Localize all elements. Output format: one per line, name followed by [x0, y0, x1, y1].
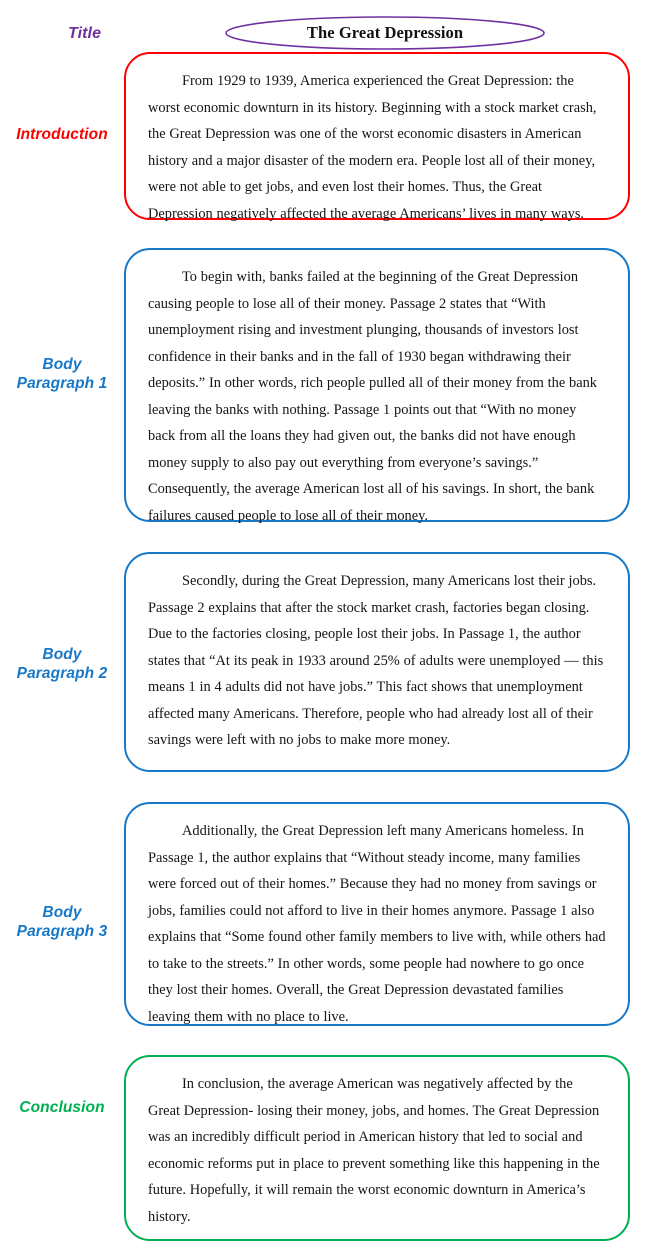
label-body-paragraph-3-line2: Paragraph 3	[16, 923, 108, 940]
label-body-paragraph-3-line1: Body	[42, 904, 82, 921]
section-body-paragraph-3	[124, 802, 630, 1026]
label-body-paragraph-1-line1: Body	[42, 356, 82, 373]
section-body-paragraph-1	[124, 248, 630, 522]
conclusion-text: In conclusion, the average American was negatively affected by the Great Depression- losing their money, jobs, and homes. The Great Depression was an incredibly difficult period in American history that led to social and economic reforms put in place to prevent something like this happening in the future. Hopefully, it will remain the worst economic downturn in America’s history.	[148, 1076, 600, 1225]
body-paragraph-2-text: Secondly, during the Great Depression, many Americans lost their jobs. Passage 2 explains that after the stock market crash, factories began closing. Due to the factories closing, people lost their jobs. In Passage 1, the author states that “At its peak in 1933 around 25% of adults were unemployed — this means 1 in 4 adults did not have jobs.” This fact shows that unemployment affected many Americans. Therefore, people who had already lost all of their savings were left with no jobs to make more money.	[148, 573, 604, 748]
label-body-paragraph-3	[0, 903, 124, 941]
label-conclusion: Conclusion	[19, 1099, 105, 1116]
page-title: The Great Depression	[306, 23, 464, 42]
label-body-paragraph-2-line2: Paragraph 2	[16, 665, 108, 682]
title-callout	[224, 14, 546, 52]
label-body-paragraph-1	[0, 355, 124, 393]
body-paragraph-3-text: Additionally, the Great Depression left many Americans homeless. In Passage 1, the author explains that “Without steady income, many families were forced out of their homes.” Because they had no money from savings or jobs, families could not afford to live in their homes anymore. Passage 1 also explains that “Some found other family members to live with, while others had to take to the streets.” In other words, some people had nowhere to go once they lost their homes. Overall, the Great Depression devastated families leaving them with no place to live.	[148, 823, 606, 1025]
introduction-text: From 1929 to 1939, America experienced the Great Depression: the worst economic downturn in its history. Beginning with a stock market crash, the Great Depression was one of the worst economic disasters in American history and a major disaster of the modern era. People lost all of their money, were not able to get jobs, and even lost their homes. Thus, the Great Depression negatively affected the average Americans’ lives in many ways.	[148, 73, 597, 222]
label-body-paragraph-2	[0, 645, 124, 683]
section-body-paragraph-2	[124, 552, 630, 772]
label-title: Title	[68, 25, 102, 42]
label-body-paragraph-2-line1: Body	[42, 646, 82, 663]
body-paragraph-1-text: To begin with, banks failed at the beginning of the Great Depression causing people to lose all of their money. Passage 2 states that “With unemployment rising and investment plunging, thousands of investors lost confidence in their banks and in the fall of 1930 began withdrawing their deposits.” In other words, rich people pulled all of their money from the bank leaving the banks with nothing. Passage 1 points out that “With no money back from all the loans they had given out, the banks did not have enough money supply to also pay out everything from everyone’s savings.” Consequently, the average American lost all of his savings. In short, the bank failures caused people to lose all of their money.	[148, 269, 597, 524]
section-introduction	[124, 52, 630, 220]
label-introduction: Introduction	[16, 126, 108, 143]
section-conclusion	[124, 1055, 630, 1241]
label-body-paragraph-1-line2: Paragraph 1	[16, 375, 108, 392]
